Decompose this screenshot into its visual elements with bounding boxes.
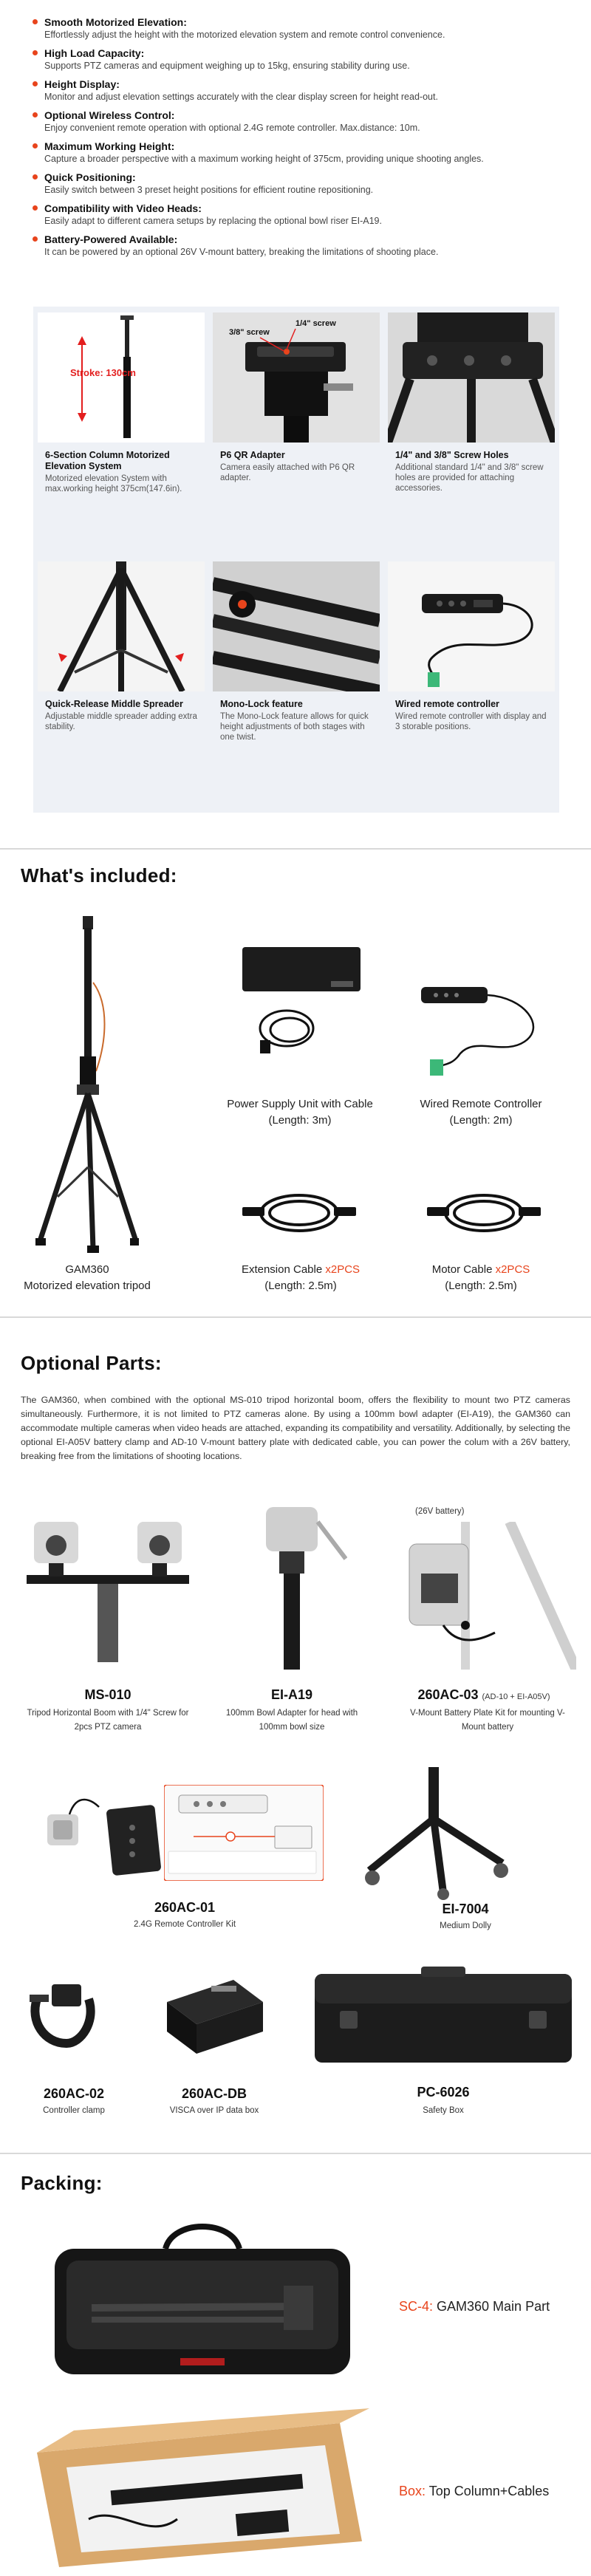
feature-desc: Capture a broader perspective with a maximum working height of 375cm, providing unique shooting angles. xyxy=(44,154,484,164)
grid-cell-desc: Wired remote controller with display and 3 storable positions. xyxy=(395,712,547,731)
grid-cell-qr-adapter xyxy=(213,312,380,483)
feature-item xyxy=(33,202,561,227)
feature-title: Optional Wireless Control: xyxy=(44,109,175,121)
eia19-name: EI-A19 xyxy=(270,1687,313,1702)
grid-cell-title: 1/4" and 3/8" Screw Holes xyxy=(395,450,509,460)
item-qty: x2PCS xyxy=(495,1263,530,1276)
ms010-name: MS-010 xyxy=(84,1687,131,1702)
included-heading: What's included: xyxy=(21,864,177,886)
three-eighths-screw-label: 3/8" screw xyxy=(229,328,270,337)
grid-cell-mono-lock xyxy=(213,561,380,742)
part-name: 260AC-03 xyxy=(417,1687,479,1702)
feature-title: Height Display: xyxy=(44,78,120,90)
bullet-icon xyxy=(33,112,38,117)
grid-cell-title: Quick-Release Middle Spreader xyxy=(45,699,183,709)
item-sub: (Length: 2.5m) xyxy=(264,1280,337,1292)
260acdb-illustration xyxy=(160,1972,270,2061)
260ac01-name: 260AC-01 xyxy=(154,1900,216,1915)
grid-cell-screw-holes xyxy=(388,312,555,493)
screw-holes-image xyxy=(388,312,555,443)
bullet-icon xyxy=(33,81,38,86)
feature-title: High Load Capacity: xyxy=(44,47,145,59)
packing-sc4 xyxy=(399,2299,550,2314)
item-name: Wired Remote Controller xyxy=(420,1098,542,1110)
spreader-image xyxy=(38,561,205,691)
260ac03-name xyxy=(384,1687,584,1703)
ei7004-name: EI-7004 xyxy=(442,1902,489,1916)
bullet-icon xyxy=(33,50,38,55)
feature-title: Battery-Powered Available: xyxy=(44,233,178,245)
item-name: Power Supply Unit with Cable xyxy=(227,1098,373,1110)
features-list xyxy=(0,0,591,258)
box-illustration xyxy=(30,2401,369,2571)
packing-heading: Packing: xyxy=(21,2172,103,2194)
qr-adapter-image xyxy=(213,312,380,443)
packing-box xyxy=(399,2484,549,2499)
included-motor-cable xyxy=(396,1262,566,1294)
260ac02-name: 260AC-02 xyxy=(43,2086,105,2101)
packing-value: GAM360 Main Part xyxy=(433,2299,550,2314)
included-extension-cable xyxy=(216,1262,386,1294)
section-divider xyxy=(0,2153,591,2154)
bullet-icon xyxy=(33,19,38,24)
item-sub: (Length: 2m) xyxy=(449,1114,513,1127)
grid-cell-desc: Additional standard 1/4" and 3/8" screw holes are provided for attaching accessories. xyxy=(395,463,544,493)
mono-lock-image xyxy=(213,561,380,691)
feature-title: Smooth Motorized Elevation: xyxy=(44,16,187,28)
section-divider xyxy=(0,1316,591,1318)
grid-cell-title: 6-Section Column Motorized Elevation System xyxy=(45,450,170,471)
bullet-icon xyxy=(33,143,38,148)
feature-desc: Supports PTZ cameras and equipment weighing up to 15kg, ensuring stability during use. xyxy=(44,61,410,71)
battery-note: (26V battery) xyxy=(415,1507,465,1516)
260ac01-illustration xyxy=(47,1792,173,1881)
included-tripod xyxy=(21,1262,154,1294)
optional-paragraph: The GAM360, when combined with the optional MS-010 tripod horizontal boom, offers the flexibility to mount two PTZ cameras simultaneously. Furthermore, it is not limited to PTZ cameras alone. By using a 100mm bowl adapter (EI-A19), the GAM360 can accommodate multiple cameras when video heads are attached, expanding its compatibility and versatility. Additionally, by selecting the optional EI-A05V battery clamp and AD-10 V-mount battery plate with dedicated cable, you can power the colum with a 26V battery, breaking free from the limitations of shooting locations. xyxy=(21,1395,570,1461)
item-sub: (Length: 3m) xyxy=(268,1114,332,1127)
260ac01-desc: 2.4G Remote Controller Kit xyxy=(133,1920,236,1929)
item-name: Extension Cable xyxy=(241,1263,323,1276)
grid-cell-title: Mono-Lock feature xyxy=(220,699,303,709)
feature-item xyxy=(33,140,561,165)
extension-cable-illustration xyxy=(236,1183,362,1243)
grid-cell-title: P6 QR Adapter xyxy=(220,450,285,460)
motor-cable-illustration xyxy=(421,1183,547,1243)
included-wired-remote xyxy=(396,1096,566,1129)
feature-item xyxy=(33,47,561,72)
feature-desc: Enjoy convenient remote operation with optional 2.4G remote controller. Max.distance: 10m. xyxy=(44,123,420,133)
260acdb-desc: VISCA over IP data box xyxy=(169,2106,259,2115)
feature-title: Maximum Working Height: xyxy=(44,140,175,152)
part-extra: (AD-10 + EI-A05V) xyxy=(482,1692,550,1701)
pc6026-desc: Safety Box xyxy=(423,2106,464,2115)
bullet-icon xyxy=(33,174,38,180)
260ac03-illustration xyxy=(399,1522,576,1670)
stroke-label: Stroke: 130cm xyxy=(70,367,136,378)
260ac01-diagram xyxy=(164,1785,324,1881)
feature-item xyxy=(33,233,561,258)
feature-grid xyxy=(33,307,559,813)
pc6026-illustration xyxy=(310,1959,576,2070)
packing-key: SC-4: xyxy=(399,2299,434,2314)
item-name: Motor Cable xyxy=(431,1263,493,1276)
grid-cell-desc: Camera easily attached with P6 QR adapter. xyxy=(220,463,355,482)
section-divider xyxy=(0,848,591,850)
power-supply-illustration xyxy=(235,947,368,1058)
grid-cell-spreader xyxy=(38,561,205,732)
bullet-icon xyxy=(33,205,38,211)
quarter-screw-label: 1/4" screw xyxy=(296,319,336,328)
grid-cell-remote xyxy=(388,561,555,732)
item-name: GAM360 xyxy=(65,1263,109,1276)
column-image xyxy=(38,312,205,443)
pc6026-name: PC-6026 xyxy=(417,2085,470,2100)
ei7004-illustration xyxy=(362,1767,510,1900)
260ac02-illustration xyxy=(22,1977,103,2058)
grid-cell-column xyxy=(38,312,205,494)
item-sub: (Length: 2.5m) xyxy=(445,1280,517,1292)
wired-remote-illustration xyxy=(414,983,561,1079)
grid-cell-title: Wired remote controller xyxy=(395,699,499,709)
packing-value: Top Column+Cables xyxy=(426,2484,550,2498)
260ac03-desc: V-Mount Battery Plate Kit for mounting V-Mount battery xyxy=(410,1709,565,1732)
feature-desc: It can be powered by an optional 26V V-mount battery, breaking the limitations of shooting place. xyxy=(44,247,439,257)
bag-illustration xyxy=(47,2219,358,2389)
eia19-desc: 100mm Bowl Adapter for head with 100mm bowl size xyxy=(225,1709,358,1732)
feature-desc: Effortlessly adjust the height with the motorized elevation system and remote control convenience. xyxy=(44,30,445,40)
feature-title: Compatibility with Video Heads: xyxy=(44,202,202,214)
feature-item xyxy=(33,171,561,196)
feature-title: Quick Positioning: xyxy=(44,171,136,183)
packing-key: Box: xyxy=(399,2484,426,2498)
eia19-illustration xyxy=(236,1507,347,1670)
wired-remote-image xyxy=(388,561,555,691)
feature-desc: Easily adapt to different camera setups by replacing the optional bowl riser EI-A19. xyxy=(44,216,382,226)
ms010-illustration xyxy=(27,1514,189,1662)
grid-cell-desc: Adjustable middle spreader adding extra stability. xyxy=(45,712,197,731)
item-sub: Motorized elevation tripod xyxy=(24,1280,151,1292)
tripod-illustration xyxy=(35,916,139,1256)
ms010-desc: Tripod Horizontal Boom with 1/4" Screw for 2pcs PTZ camera xyxy=(27,1709,189,1732)
bullet-icon xyxy=(33,236,38,242)
optional-heading: Optional Parts: xyxy=(21,1352,162,1374)
grid-cell-desc: Motorized elevation System with max.working height 375cm(147.6in). xyxy=(45,474,182,493)
feature-desc: Monitor and adjust elevation settings accurately with the clear display screen for height read-out. xyxy=(44,92,438,102)
feature-desc: Easily switch between 3 preset height positions for efficient routine repositioning. xyxy=(44,185,374,195)
feature-item xyxy=(33,78,561,103)
ei7004-desc: Medium Dolly xyxy=(440,1921,491,1930)
feature-item xyxy=(33,16,561,41)
260ac02-desc: Controller clamp xyxy=(43,2106,105,2115)
grid-cell-desc: The Mono-Lock feature allows for quick height adjustments of both stages with one twist. xyxy=(220,712,369,742)
260acdb-name: 260AC-DB xyxy=(181,2086,247,2101)
feature-item xyxy=(33,109,561,134)
included-power-supply xyxy=(204,1096,396,1129)
item-qty: x2PCS xyxy=(325,1263,361,1276)
